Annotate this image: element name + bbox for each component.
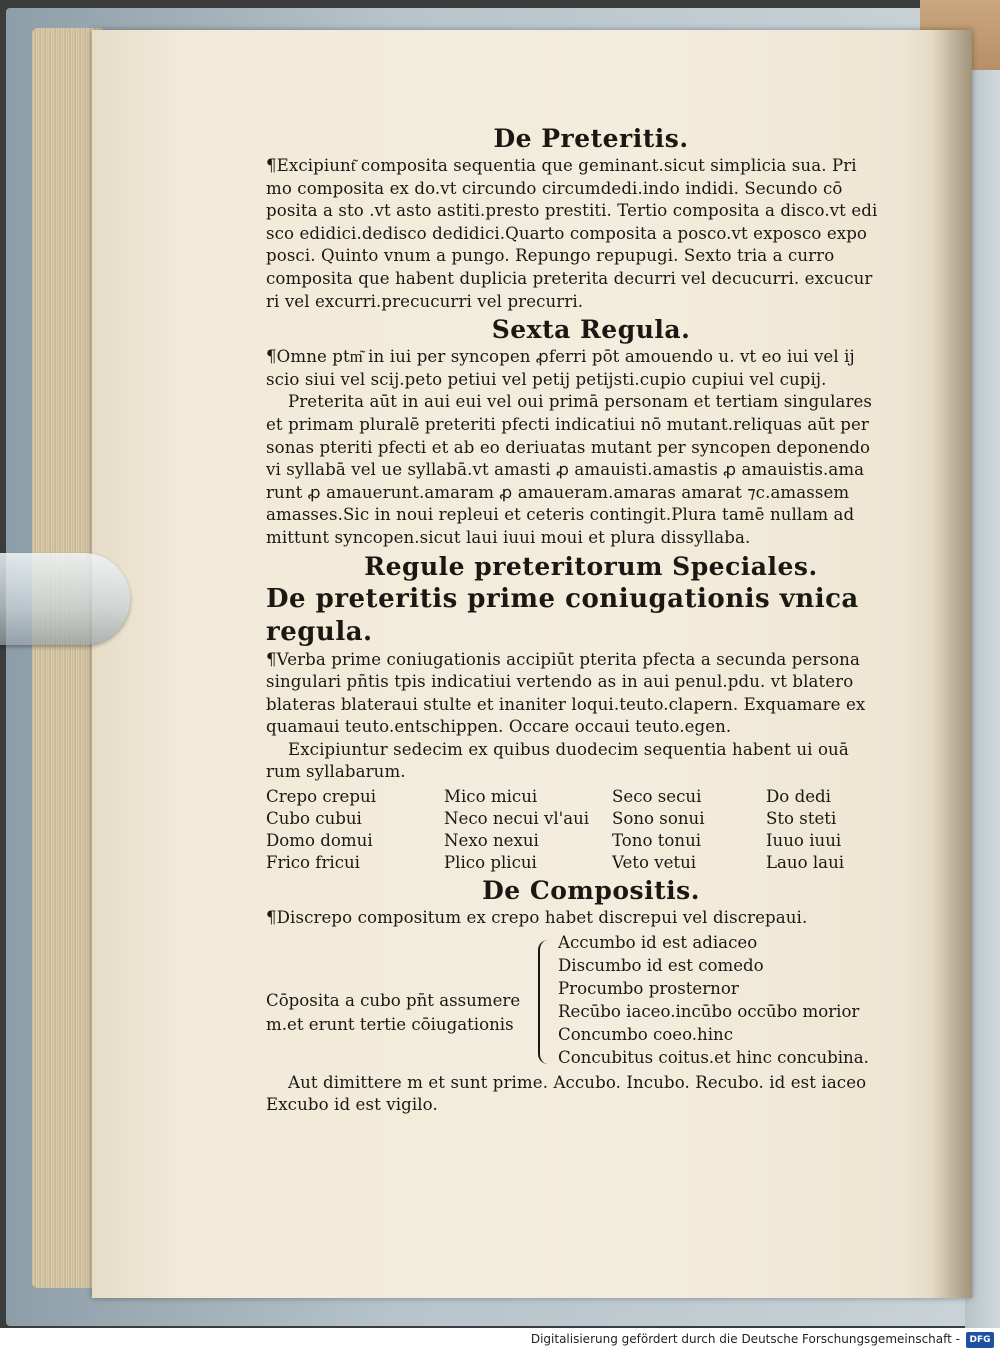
text-line: ri vel excurri.precucurri vel precurri. — [266, 291, 584, 311]
text-line: amasses.Sic in noui repleui et ceteris contingit.Plura tamē nullam ad — [266, 505, 855, 525]
text-line: mo composita ex do.vt circundo circumdedi.indo indidi. Secundo cō — [266, 178, 843, 198]
paragraph-omne-preteritum — [266, 346, 916, 391]
verb-cell: Mico micui — [444, 787, 538, 807]
verb-cell: Iuuo iuui — [766, 831, 842, 851]
brace-right-line: Discumbo id est comedo — [558, 955, 764, 975]
text-line: ¶Discrepo compositum ex crepo habet discrepui vel discrepaui. — [266, 908, 808, 928]
brace-right-line: Concubitus coitus.et hinc concubina. — [558, 1047, 869, 1067]
text-line: rum syllabarum. — [266, 762, 406, 782]
verb-cell: Plico plicui — [444, 853, 537, 873]
paragraph-verba-prime — [266, 649, 916, 739]
verb-cell: Lauo laui — [766, 853, 845, 873]
text-line: mittunt syncopen.sicut laui iuui moui et plura dissyllaba. — [266, 527, 751, 547]
brace-left-line: Cōposita a cubo pn̄t assumere — [266, 990, 521, 1010]
dfg-logo: DFG — [966, 1332, 994, 1348]
brace-right-line: Recūbo iaceo.incūbo occūbo morior — [558, 1001, 860, 1021]
text-line: ¶Verba prime coniugationis accipiūt pterita pfecta a secunda persona — [266, 649, 860, 669]
brace-right-line: Procumbo prosternor — [558, 978, 739, 998]
text-line: singulari pn̄tis tpis indicatiui vertendo as in aui penul.pdu. vt blatero — [266, 672, 854, 692]
text-line: vi syllabā vel ue syllabā.vt amasti ꝓ amauisti.amastis ꝓ amauistis.ama — [266, 460, 865, 480]
text-line: posita a sto .vt asto astiti.presto prestiti. Tertio composita a disco.vt edi — [266, 201, 878, 221]
verb-cell: Crepo crepui — [266, 787, 376, 807]
text-line: blateras blateraui stulte et inaniter loqui.teuto.clapern. Exquamare ex — [266, 694, 866, 714]
verb-cell: Do dedi — [766, 787, 831, 807]
heading-de-preteritis: De Preteritis. — [493, 124, 689, 153]
text-line: Excipiuntur sedecim ex quibus duodecim sequentia habent ui ouā — [288, 739, 849, 759]
text-line: sonas pteriti pfecti et ab eo deriuatas mutant per syncopen deponendo — [266, 437, 871, 457]
heading-sexta-regula: Sexta Regula. — [491, 315, 691, 345]
paragraph-aut-dimittere — [266, 1072, 916, 1117]
verb-table — [266, 786, 916, 878]
paragraph-excipiuntur-sedecim — [266, 739, 916, 784]
text-line: scio siui vel scij.peto petiui vel petij petijsti.cupio cupiui vel cupij. — [266, 369, 827, 389]
glass-bookweight — [0, 553, 130, 645]
verb-cell: Sono sonui — [612, 809, 705, 829]
brace-right-line: Accumbo id est adiaceo — [558, 932, 758, 952]
compound-brace-block — [266, 930, 916, 1072]
verb-cell: Neco necui vl'aui — [444, 809, 590, 829]
heading-de-compositis: De Compositis. — [482, 876, 700, 906]
text-line: quamaui teuto.entschippen. Occare occaui teuto.egen. — [266, 717, 732, 737]
verb-cell: Frico fricui — [266, 853, 360, 873]
page-gutter-shadow — [932, 30, 972, 1298]
curly-brace — [538, 940, 554, 1064]
text-line: composita que habent duplicia preterita decurri vel decucurri. excucur — [266, 268, 873, 288]
paragraph-excipiuntur-composita — [266, 155, 916, 313]
text-line: Aut dimittere m et sunt prime. Accubo. Incubo. Recubo. id est iaceo — [288, 1072, 867, 1092]
verb-cell: Cubo cubui — [266, 809, 362, 829]
text-line: posci. Quinto vnum a pungo. Repungo repupugi. Sexto tria a curro — [266, 246, 835, 266]
heading-regule-speciales: Regule preteritorum Speciales. — [364, 551, 818, 581]
verb-cell: Veto vetui — [612, 853, 697, 873]
heading-prime-coniugationis: De preteritis prime coniugationis vnica regula. — [266, 583, 859, 647]
verb-cell: Sto steti — [766, 809, 837, 829]
paragraph-preterita-autem — [266, 391, 916, 549]
verb-cell: Nexo nexui — [444, 831, 539, 851]
text-line: Excubo id est vigilo. — [266, 1095, 438, 1115]
footer-bar — [0, 1328, 1000, 1354]
text-line: et primam pluralē preteriti pfecti indicatiui nō mutant.reliquas aūt per — [266, 414, 869, 434]
brace-left-line: m.et erunt tertie cōiugationis — [266, 1014, 514, 1034]
text-line: ¶Omne ptm͂ in iui per syncopen ꝓferri pōt amouendo u. vt eo iui vel ij — [266, 347, 855, 367]
verb-cell: Tono tonui — [612, 831, 702, 851]
text-line: ¶Excipiunt͂ composita sequentia que geminant.sicut simplicia sua. Pri — [266, 156, 857, 175]
text-line: runt ꝓ amauerunt.amaram ꝓ amaueram.amaras amarat ⁊c.amassem — [266, 482, 850, 502]
verb-cell: Seco secui — [612, 787, 702, 807]
brace-right-line: Concumbo coeo.hinc — [558, 1024, 734, 1044]
verb-cell: Domo domui — [266, 831, 373, 851]
text-line: Preterita aūt in aui eui vel oui primā personam et tertiam singulares — [288, 392, 873, 412]
page-text — [266, 122, 916, 1117]
funding-credit: Digitalisierung gefördert durch die Deutsche Forschungsgemeinschaft - — [530, 1332, 960, 1346]
text-line: sco edidici.dedisco dedidici.Quarto composita a posco.vt exposco expo — [266, 223, 868, 243]
